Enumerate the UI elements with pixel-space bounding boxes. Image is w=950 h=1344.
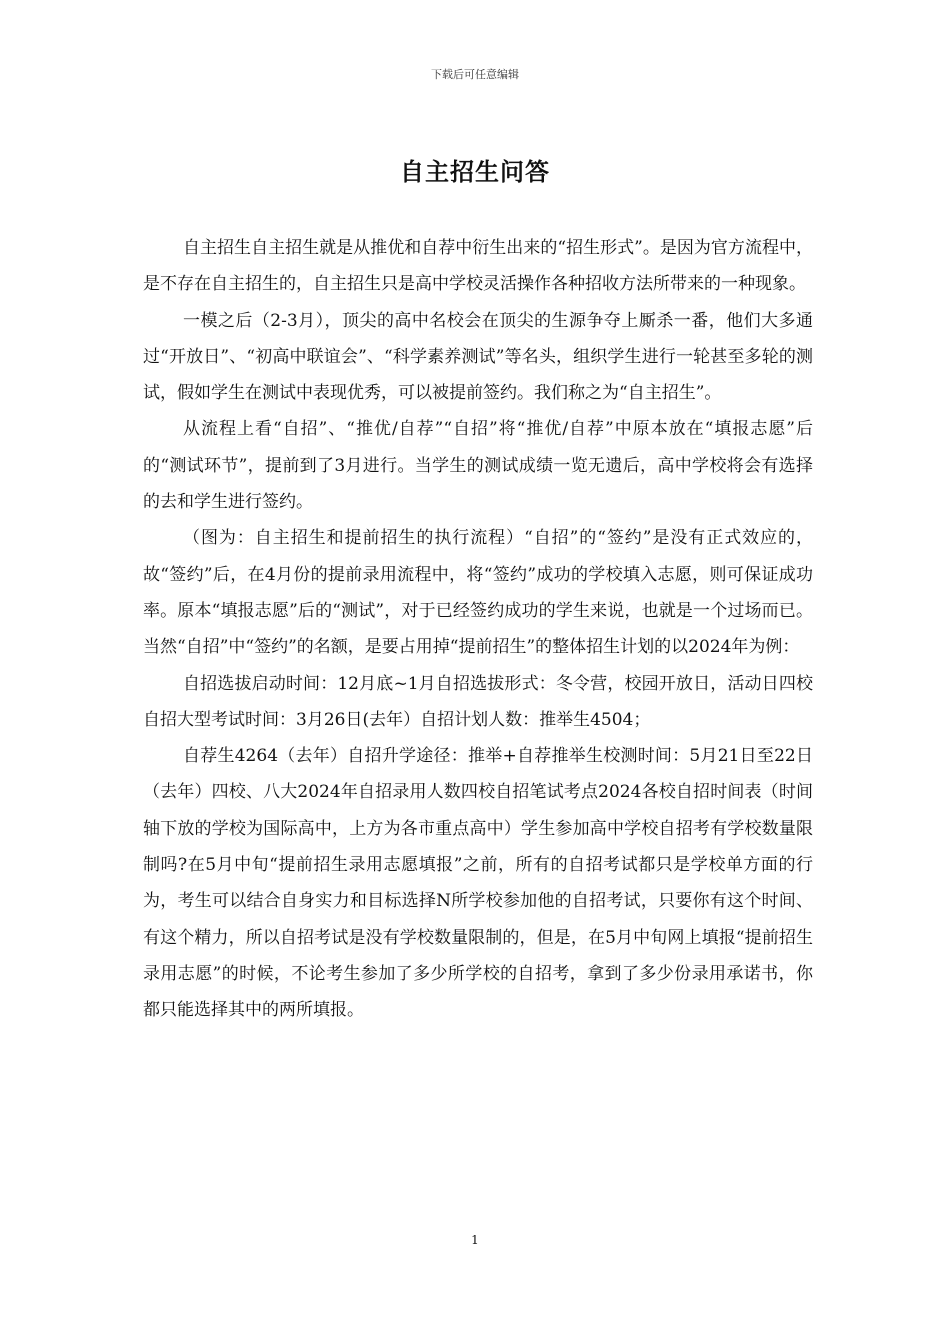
page-header: 下载后可任意编辑	[431, 68, 519, 81]
document-title: 自主招生问答	[400, 158, 550, 186]
paragraph-6: 自荐生4264（去年）自招升学途径：推举+自荐推举生校测时间：5月21日至22日（去年）四校、八大2024年自招录用人数四校自招笔试考点2024各校自招时间表（时间轴下放的学校为国际高中，上方为各市重点高中）学生参加高中学校自招考有学校数量限制吗?在5月中旬“提前招生录用志愿填报”之前，所有的自招考试都只是学校单方面的行为，考生可以结合自身实力和目标选择N所学校参加他的自招考试，只要你有这个时间、有这个精力，所以自招考试是没有学校数量限制的，但是，在5月中旬网上填报“提前招生录用志愿”的时候，不论考生参加了多少所学校的自招考，拿到了多少份录用承诺书，你都只能选择其中的两所填报。	[143, 746, 813, 1021]
paragraph-3: 从流程上看“自招”、“推优/自荐”“自招”将“推优/自荐”中原本放在“填报志愿”后的“测试环节”，提前到了3月进行。当学生的测试成绩一览无遗后，高中学校将会有选择的去和学生进行签约。	[143, 419, 813, 513]
page-number: 1	[471, 1233, 479, 1247]
document-body	[143, 230, 813, 1029]
paragraph-5: 自招选拔启动时间：12月底~1月自招选拔形式：冬令营，校园开放日，活动日四校自招大型考试时间：3月26日(去年）自招计划人数：推举生4504；	[143, 673, 813, 730]
paragraph-2: 一模之后（2-3月），顶尖的高中名校会在顶尖的生源争夺上厮杀一番，他们大多通过“开放日”、“初高中联谊会”、“科学素养测试”等名头，组织学生进行一轮甚至多轮的测试，假如学生在测试中表现优秀，可以被提前签约。我们称之为“自主招生”。	[143, 310, 813, 404]
paragraph-1: 自主招生自主招生就是从推优和自荐中衍生出来的“招生形式”。是因为官方流程中，是不存在自主招生的，自主招生只是高中学校灵活操作各种招收方法所带来的一种现象。	[143, 238, 813, 295]
paragraph-4: （图为：自主招生和提前招生的执行流程）“自招”的“签约”是没有正式效应的，故“签约”后，在4月份的提前录用流程中，将“签约”成功的学校填入志愿，则可保证成功率。原本“填报志愿”后的“测试”，对于已经签约成功的学生来说，也就是一个过场而已。当然“自招”中“签约”的名额，是要占用掉“提前招生”的整体招生计划的以2024年为例：	[143, 528, 813, 658]
